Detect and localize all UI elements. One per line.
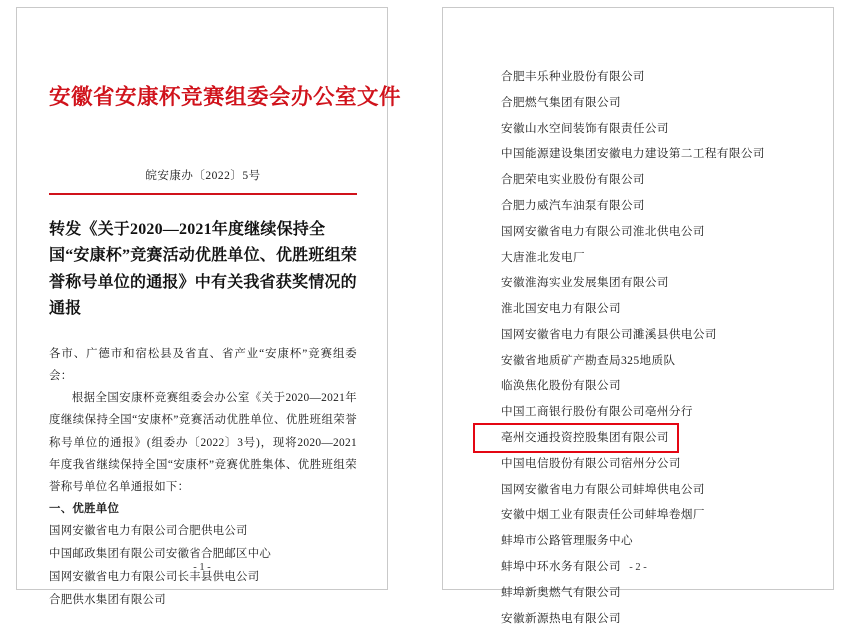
page-1-content bbox=[17, 8, 402, 606]
section-heading: 一、优胜单位 bbox=[49, 503, 120, 516]
list-item: 中国工商银行股份有限公司亳州分行 bbox=[501, 405, 693, 419]
list-item: 临涣焦化股份有限公司 bbox=[501, 379, 621, 393]
list-item: 国网安徽省电力有限公司蚌埠供电公司 bbox=[501, 482, 705, 496]
list-item: 合肥丰乐种业股份有限公司 bbox=[501, 70, 645, 84]
list-item: 蚌埠中环水务有限公司 bbox=[501, 559, 621, 573]
document-page-2 bbox=[442, 7, 834, 625]
list-item: 中国邮政集团有限公司安徽省合肥邮区中心 bbox=[49, 548, 272, 561]
highlighted-list-item-wrapper bbox=[475, 425, 803, 451]
document-header-title: 安徽省安康杯竞赛组委会办公室文件 bbox=[49, 85, 402, 109]
list-item: 合肥力威汽车油泵有限公司 bbox=[501, 199, 645, 212]
list-item: 合肥燃气集团有限公司 bbox=[501, 95, 621, 109]
page-number-2: - 2 - bbox=[629, 562, 647, 573]
list-item: 淮北国安电力有限公司 bbox=[501, 302, 621, 316]
list-item: 中国能源建设集团安徽电力建设第二工程有限公司 bbox=[501, 147, 765, 161]
list-item: 国网安徽省电力有限公司淮北供电公司 bbox=[501, 224, 705, 238]
page-number-1: - 1 - bbox=[193, 562, 211, 573]
list-item: 大唐淮北发电厂 bbox=[501, 250, 585, 264]
list-item: 合肥供水集团有限公司 bbox=[49, 593, 166, 606]
list-item: 安徽山水空间装饰有限责任公司 bbox=[501, 121, 669, 135]
list-item: 国网安徽省电力有限公司濉溪县供电公司 bbox=[501, 327, 717, 341]
list-item: 国网安徽省电力有限公司长丰县供电公司 bbox=[49, 571, 260, 584]
list-item: 安徽新源热电有限公司 bbox=[501, 611, 621, 625]
list-item: 安徽中烟工业有限责任公司蚌埠卷烟厂 bbox=[501, 508, 705, 522]
list-item: 安徽省地质矿产勘查局325地质队 bbox=[501, 353, 676, 367]
list-item: 蚌埠市公路管理服务中心 bbox=[501, 534, 633, 548]
document-page-1 bbox=[16, 7, 402, 606]
page-title: 转发《关于2020—2021年度继续保持全国“安康杯”竞赛活动优胜单位、优胜班组荣誉称号单位的通报》中有关我省获奖情况的通报 bbox=[49, 221, 358, 318]
paragraph-addressee: 各市、广德市和宿松县及省直、省产业“安康杯”竞赛组委会： bbox=[49, 347, 357, 382]
list-item: 合肥荣电实业股份有限公司 bbox=[501, 173, 645, 187]
unit-list bbox=[475, 64, 803, 631]
red-divider-rule bbox=[49, 193, 357, 195]
list-item: 国网安徽省电力有限公司合肥供电公司 bbox=[49, 525, 248, 538]
document-number: 皖安康办〔2022〕5号 bbox=[145, 170, 261, 182]
list-item: 安徽淮海实业发展集团有限公司 bbox=[501, 276, 669, 290]
paragraph-body: 根据全国安康杯竞赛组委会办公室《关于2020—2021年度继续保持全国“安康杯”竞赛活动优胜单位、优胜班组荣誉称号单位的通报》(组委办〔2022〕3号)，现将2020—2021年度我省继续保持全国“安康杯”竞赛优胜集体、优胜班组荣誉称号单位名单通报如下： bbox=[49, 392, 357, 493]
list-item: 蚌埠新奥燃气有限公司 bbox=[501, 585, 621, 599]
page-2-content bbox=[443, 8, 833, 625]
highlighted-list-item: 亳州交通投资控股集团有限公司 bbox=[475, 425, 677, 451]
list-item: 中国电信股份有限公司宿州分公司 bbox=[501, 456, 681, 470]
